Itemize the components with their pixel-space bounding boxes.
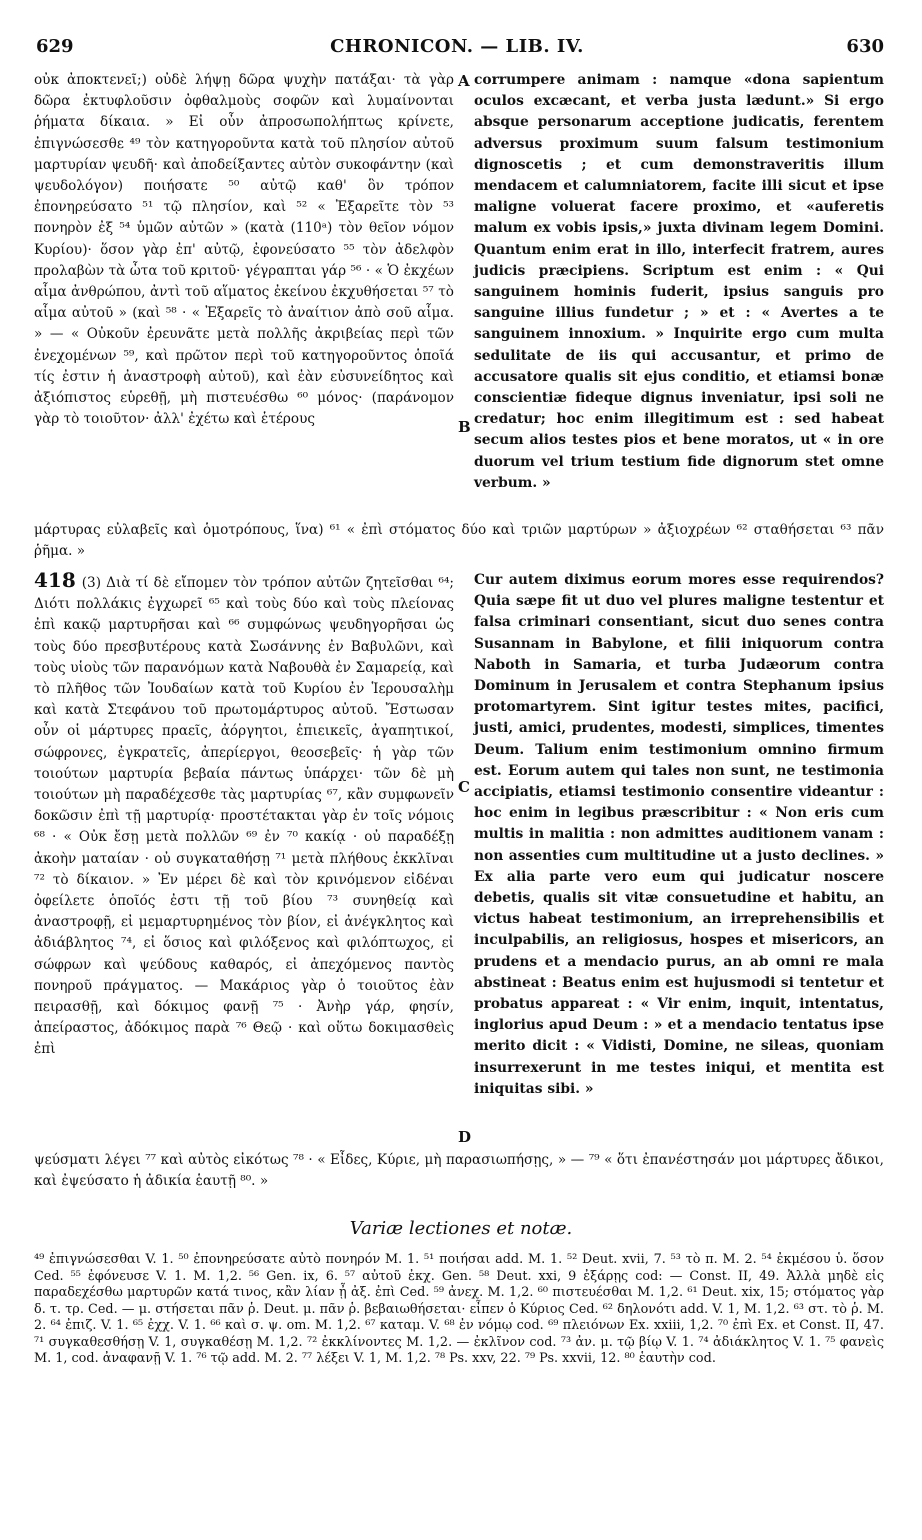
- greek-text-1: οὐκ ἀποκτενεῖ;) οὐδὲ λήψῃ δῶρα ψυχὴν πατάξαι· τὰ γὰρ δῶρα ἐκτυφλοῦσιν ὀφθαλμοὺς σοφῶν καὶ λυμαίνονται ῥήματα δίκαια. » Εἰ οὖν ἀπροσωπολήπτως κρίνετε, ἐπιγνώσεσθε ⁴⁹ τὸν κατηγοροῦντα κατὰ τοῦ πλησίον αὐτοῦ μαρτυρίαν ψευδῆ· καὶ ἀποδείξαντες αὐτὸν συκοφάντην (καὶ ψευδολόγον) ποιήσατε ⁵⁰ αὐτῷ καθ' ὃν τρόπον ἐπονηρεύσατο ⁵¹ τῷ πλησίον, καὶ ⁵² « Ἐξαρεῖτε τὸν ⁵³ πονηρὸν ἐξ ⁵⁴ ὑμῶν αὐτῶν » (κατὰ (110ᵃ) τὸν θεῖον νόμον Κυρίου)· ὅσον γὰρ ἐπ' αὐτῷ, ἐφονεύσατο ⁵⁵ τὸν ἀδελφὸν προλαβὼν τὰ ὦτα τοῦ κριτοῦ· γέγραπται γάρ ⁵⁶ · « Ὁ ἐκχέων αἷμα ἀνθρώπου, ἀντὶ τοῦ αἵματος ἐκείνου ἐκχυθήσεται ⁵⁷ τὸ αἷμα αὐτοῦ » (καὶ ⁵⁸ · « Ἐξαρεῖς τὸ ἀναίτιον ἀπὸ σοῦ αἷμα. » — « Οὐκοῦν ἐρευνᾶτε μετὰ πολλῆς ἀκριβείας περὶ τῶν ἐνεχομένων ⁵⁹, καὶ πρῶτον περὶ τοῦ κατηγοροῦντος ὁποῖά τίς ἐστιν ἡ ἀναστροφὴ αὐτοῦ), καὶ ἐὰν εὐσυνείδητος καὶ ἀξιόπιστος εὑρεθῇ, μὴ πιστευέσθω ⁶⁰ μόνος· (παράνομον γὰρ τὸ τοιοῦτον· ἀλλ' ἐχέτω καὶ ἑτέρους: [34, 72, 454, 428]
- full-width-line-2: [34, 1150, 884, 1192]
- margin-letter-b: B: [458, 418, 471, 436]
- greek-continuation-1: μάρτυρας εὐλαβεῖς καὶ ὁμοτρόπους, ἵνα) ⁶¹ « ἐπὶ στόματος δύο καὶ τριῶν μαρτύρων » ἀξιοχρέων ⁶² σταθήσεται ⁶³ πᾶν ῥῆμα. »: [34, 522, 884, 559]
- page-header: [30, 36, 884, 60]
- full-width-line-1: [34, 520, 884, 562]
- margin-letter-c: C: [458, 778, 470, 796]
- latin-text-2: Cur autem diximus eorum mores esse requirendos? Quia sæpe fit ut duo vel plures maligne testentur et falsa criminari consentiant, sicut duo senes contra Susannam in Babylone, et filii iniquorum contra Naboth in Samaria, et turba Judæorum contra Dominum in Jerusalem et contra Stephanum ipsius protomartyrem. Sint igitur testes mites, pacifici, justi, amici, prudentes, modesti, simplices, timentes Deum. Talium enim testimonium omnino firmum est. Eorum autem qui tales non sunt, ne testimonia accipiatis, etiamsi testimonio consentire videantur : hoc enim in legibus præscribitur : « Non eris cum multis in malitia : non admittes auditionem vanam : non assenties cum multitudine ut a justo declines. » Ex alia parte vero eum qui judicatur noscere debetis, qualis sit vitæ consuetudine et habitu, an victus habeat testimonium, an irreprehensibilis et inculpabilis, an religiosus, hospes et misericors, an prudens et a mendacio purus, an ab omni re mala abstineat : Beatus enim est hujusmodi si tentetur et probatus appareat : « Vir enim, inquit, intentatus, inglorius apud Deum : » et a mendacio tentatus ipse merito dicit : « Vidisti, Domine, ne sileas, quoniam insurrexerunt in me testes iniqui, et mentita est iniquitas sibi. »: [474, 572, 884, 1097]
- margin-letter-d: D: [458, 1128, 472, 1146]
- page-number-left: 629: [36, 36, 74, 57]
- latin-column-1: [474, 70, 884, 494]
- margin-letter-a: A: [458, 72, 470, 90]
- footnotes: ⁴⁹ ἐπιγνώσεσθαι V. 1. ⁵⁰ ἐπονηρεύσατε αὐτὸ πονηρόν M. 1. ⁵¹ ποιήσαι add. M. 1. ⁵² Deut. xvii, 7. ⁵³ τὸ π. M. 2. ⁵⁴ ἐκμέσου ὑ. ὅσον Ced. ⁵⁵ ἐφόνευσε V. 1. M. 1,2. ⁵⁶ Gen. ix, 6. ⁵⁷ αὐτοῦ ἐκχ. Gen. ⁵⁸ Deut. xxi, 9 ἐξάρῃς cod: — Const. II, 49. Ἀλλὰ μηδὲ εἰς παραδεχέσθω μαρτυρῶν κατά τινος, κἂν λίαν ᾖ ἀξ. ἐπὶ Ced. ⁵⁹ ἀνεχ. M. 1,2. ⁶⁰ πιστευέσθαι M. 1,2. ⁶¹ Deut. xix, 15; στόματος γὰρ δ. τ. τρ. Ced. — μ. στήσεται πᾶν ῥ. Deut. μ. πᾶν ῥ. βεβαιωθήσεται· εἶπεν ὁ Κύριος Ced. ⁶² δηλονότι add. V. 1, M. 1,2. ⁶³ στ. τὸ ῥ. M. 2. ⁶⁴ ἐπιζ. V. 1. ⁶⁵ ἐχχ. V. 1. ⁶⁶ καὶ σ. ψ. om. M. 1,2. ⁶⁷ καταμ. V. ⁶⁸ ἐν νόμῳ cod. ⁶⁹ πλειόνων Ex. xxiii, 1,2. ⁷⁰ ἐπὶ Ex. et Const. II, 47. ⁷¹ συγκαθεσθήσῃ V. 1, συγκαθέσῃ M. 1,2. ⁷² ἐκκλίνοντες M. 1,2. — ἐκλῖνον cod. ⁷³ ἀν. μ. τῷ βίῳ V. 1. ⁷⁴ ἀδιάκλητος V. 1. ⁷⁵ φανεὶς M. 1, cod. ἀναφανῇ V. 1. ⁷⁶ τῷ add. M. 2. ⁷⁷ λέξει V. 1, M. 1,2. ⁷⁸ Ps. xxv, 22. ⁷⁹ Ps. xxvii, 12. ⁸⁰ ἑαυτὴν cod.: [34, 1252, 884, 1366]
- greek-column-1: [34, 70, 454, 430]
- notes-heading: Variæ lectiones et notæ.: [349, 1218, 573, 1239]
- section-number: 418: [34, 568, 76, 592]
- greek-continuation-2: ψεύσματι λέγει ⁷⁷ καὶ αὐτὸς εἰκότως ⁷⁸ · « Εἶδες, Κύριε, μὴ παρασιωπήσῃς, » — ⁷⁹ « ὅτι ἐπανέστησάν μοι μάρτυρες ἄδικοι, καὶ ἐψεύσατο ἡ ἀδικία ἑαυτῇ ⁸⁰. »: [34, 1152, 884, 1189]
- latin-column-2: [474, 570, 884, 1100]
- latin-text-1: corrumpere animam : namque «dona sapientum oculos excæcant, et verba justa lædunt.» Si ergo absque personarum acceptione judicatis, ferentem adversus proximum suum falsum testimonium dignoscetis ; et cum demonstraveritis illum mendacem et calumniatorem, facite illi sicut et ipse maligne voluerat facere proximo, et «auferetis malum ex vobis ipsis,» juxta divinam legem Domini. Quantum enim erat in illo, interfecit fratrem, aures judicis præcipiens. Scriptum est enim : « Qui sanguinem hominis fuderit, ipsius sanguis pro sanguine illius fundetur ; » et : « Avertes a te sanguinem innoxium. » Inquirite ergo cum multa sedulitate de iis qui accusantur, et primo de accusatore qualis sit ejus conditio, et etiamsi bonæ conscientiæ fideque dignus inveniatur, ipsi soli ne credatur; hoc enim illegitimum est : sed habeat secum alios testes pios et bene moratos, ut « in ore duorum vel trium testium fide dignorum stet omne verbum. »: [474, 72, 884, 491]
- page-number-right: 630: [846, 36, 884, 57]
- greek-text-2: 418 (3) Διὰ τί δὲ εἴπομεν τὸν τρόπον αὐτῶν ζητεῖσθαι ⁶⁴; Διότι πολλάκις ἐγχωρεῖ ⁶⁵ καὶ τοὺς δύο καὶ τοὺς πλείονας ἐπὶ κακῷ μαρτυρῆσαι καὶ ⁶⁶ συμφώνως ψευδηγορῆσαι ὡς τοὺς δύο πρεσβυτέρους κατὰ Σωσάννης ἐν Βαβυλῶνι, καὶ τοὺς υἱοὺς τῶν παρανόμων κατὰ Ναβουθὰ ἐν Σαμαρείᾳ, καὶ τὸ πλῆθος τῶν Ἰουδαίων κατὰ τοῦ Κυρίου ἐν Ἱερουσαλὴμ καὶ κατὰ Στεφάνου τοῦ πρωτομάρτυρος αὐτοῦ. Ἔστωσαν οὖν οἱ μάρτυρες πραεῖς, ἀόργητοι, ἐπιεικεῖς, ἀγαπητικοί, σώφρονες, ἐγκρατεῖς, ἀπερίεργοι, θεοσεβεῖς· ἡ γὰρ τῶν τοιούτων μαρτυρία βεβαία πάντως ὑπάρχει· τῶν δὲ μὴ τοιούτων μὴ παραδέχεσθε τὰς μαρτυρίας ⁶⁷, κἂν συμφωνεῖν δοκῶσιν ἐπὶ τῇ μαρτυρίᾳ· προστέτακται γὰρ ἐν τοῖς νόμοις ⁶⁸ · « Οὐκ ἔσῃ μετὰ πολλῶν ⁶⁹ ἐν ⁷⁰ κακίᾳ · οὐ παραδέξῃ ἀκοὴν ματαίαν · οὐ συγκαταθήσῃ ⁷¹ μετὰ πλήθους ἐκκλῖναι ⁷² τὸ δίκαιον. » Ἐν μέρει δὲ καὶ τὸν κρινόμενον εἰδέναι ὀφείλετε ὁποῖός ἐστι τῇ τοῦ βίου ⁷³ συνηθείᾳ καὶ ἀναστροφῇ, εἰ μεμαρτυρημένος τὸν βίον, εἰ ἀνέγκλητος καὶ ἀδιάβλητος ⁷⁴, εἰ ὅσιος καὶ φιλόξενος καὶ φιλόπτωχος, εἰ σώφρων καὶ ψεύδους καθαρός, εἰ ἀπεχόμενος παντὸς πονηροῦ πράγματος. — Μακάριος γὰρ ὁ τοιοῦτος ἐὰν πειρασθῇ, καὶ δόκιμος φανῇ ⁷⁵ · Ἀνὴρ γάρ, φησίν, ἀπείραστος, ἀδόκιμος παρὰ ⁷⁶ Θεῷ · καὶ οὕτω δοκιμασθεὶς ἐπὶ: [34, 568, 454, 1058]
- greek-column-2: [34, 570, 454, 1061]
- running-title: CHRONICON. — LIB. IV.: [330, 36, 584, 57]
